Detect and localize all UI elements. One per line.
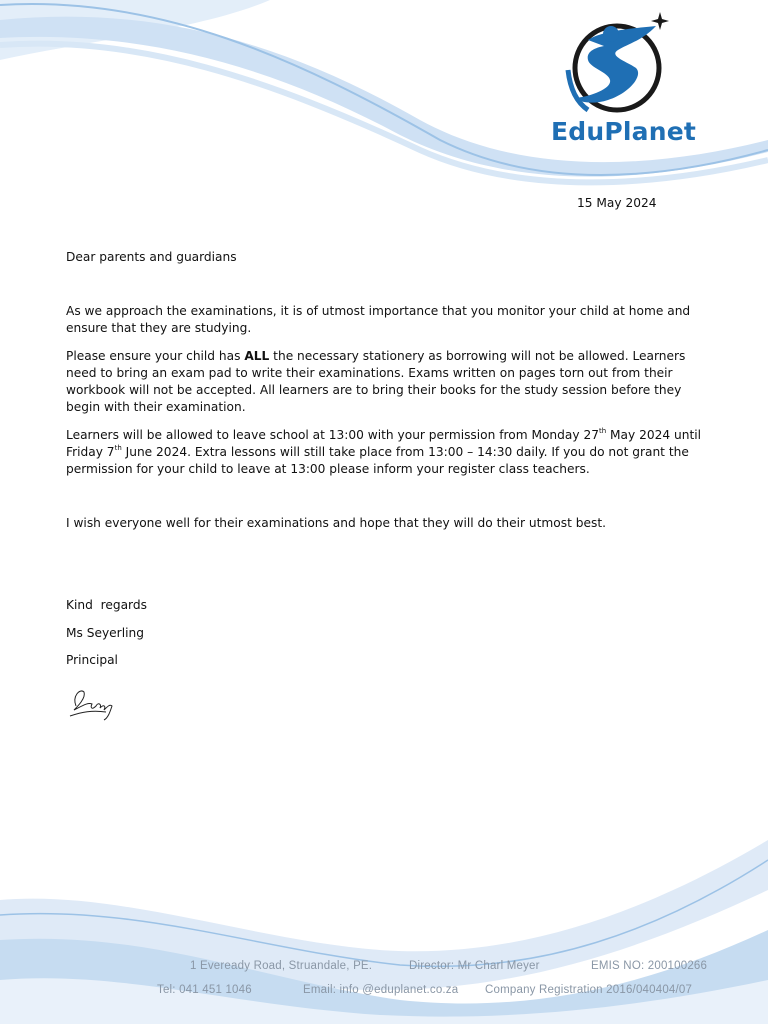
paragraph-stationery bbox=[66, 348, 716, 416]
p2-text-start: Please ensure your child has bbox=[66, 349, 245, 363]
footer-email: Email: info @eduplanet.co.za bbox=[303, 984, 459, 996]
p3-text-a: Learners will be allowed to leave school at 13:00 with your permission from Monday 27 bbox=[66, 428, 599, 442]
p3-ordinal-2: th bbox=[114, 443, 122, 452]
footer-telephone: Tel: 041 451 1046 bbox=[157, 984, 252, 996]
p3-text-c: June 2024. Extra lessons will still take place from 13:00 – 14:30 daily. If you do not grant the permission for your child to leave at 13:00 please inform your register class teachers. bbox=[66, 445, 689, 476]
footer-director: Director: Mr Charl Meyer bbox=[409, 960, 540, 972]
brand-name: EduPlanet bbox=[551, 117, 697, 146]
p2-bold-emphasis: ALL bbox=[244, 349, 270, 363]
signer-role: Principal bbox=[66, 653, 118, 667]
footer-emis: EMIS NO: 200100266 bbox=[591, 960, 708, 972]
p3-text-b: May 2024 until Friday 7 bbox=[66, 428, 701, 459]
closing: Kind regards bbox=[66, 598, 147, 612]
handwritten-signature bbox=[62, 676, 138, 728]
signer-name: Ms Seyerling bbox=[66, 626, 144, 640]
footer-address: 1 Eveready Road, Struandale, PE. bbox=[190, 960, 373, 972]
letter-date: 15 May 2024 bbox=[577, 196, 657, 210]
p2-text-end: the necessary stationery as borrowing will not be allowed. Learners need to bring an exam pad to write their examinations. Exams written on pages torn out from their workbook will not be accepted. All learners are to bring their books for the study session before they begin with their examination. bbox=[66, 349, 686, 414]
paragraph-leave-permission bbox=[66, 427, 716, 478]
p3-ordinal-1: th bbox=[598, 426, 607, 435]
footer-registration: Company Registration 2016/040404/07 bbox=[485, 984, 693, 996]
paragraph-well-wishes: I wish everyone well for their examinations and hope that they will do their utmost best. bbox=[66, 516, 606, 530]
paragraph-monitor: As we approach the examinations, it is of utmost importance that you monitor your child at home and ensure that they are studying. bbox=[66, 304, 691, 335]
salutation: Dear parents and guardians bbox=[66, 250, 237, 264]
